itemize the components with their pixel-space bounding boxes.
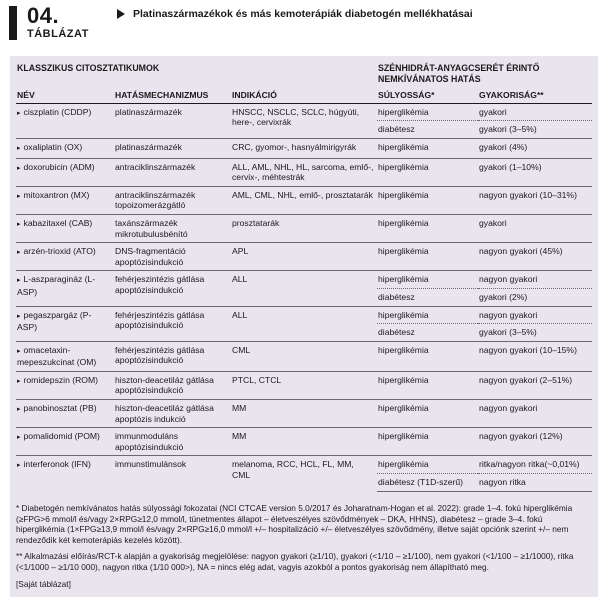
drug-name: ▸ pegaszpargáz (P-ASP) — [16, 306, 114, 341]
column-header-row — [16, 88, 592, 103]
drug-name: ▸ pomalidomid (POM) — [16, 428, 114, 456]
severity: hiperglikémia — [377, 400, 478, 428]
severity: hiperglikémia — [377, 158, 478, 186]
table-label: TÁBLÁZAT — [27, 28, 89, 40]
table-row — [16, 271, 592, 289]
drug-name: ▸ romidepszin (ROM) — [16, 371, 114, 399]
mechanism: immunmoduláns apoptózisindukció — [114, 428, 231, 456]
severity: hiperglikémia — [377, 456, 478, 474]
indication: CML — [231, 341, 377, 371]
column-header-frequency: GYAKORISÁG** — [478, 88, 592, 103]
frequency: gyakori (2%) — [478, 288, 592, 306]
frequency: gyakori (1–10%) — [478, 158, 592, 186]
drug-name: ▸ omacetaxin-mepeszukcinat (OM) — [16, 341, 114, 371]
table-row — [16, 456, 592, 474]
drug-name: ▸ oxaliplatin (OX) — [16, 138, 114, 158]
frequency: nagyon gyakori (2–51%) — [478, 371, 592, 399]
severity: hiperglikémia — [377, 138, 478, 158]
severity: diabétesz — [377, 288, 478, 306]
indication: AML, CML, NHL, emlő-, prosztatarák — [231, 186, 377, 214]
indication: ALL, AML, NHL, HL, sarcoma, emlő-, cervix-, méhtestrák — [231, 158, 377, 186]
frequency: nagyon ritka — [478, 474, 592, 492]
frequency: gyakori — [478, 214, 592, 242]
indication: prosztatarák — [231, 214, 377, 242]
mechanism: fehérjeszintézis gátlása apoptózisindukció — [114, 271, 231, 306]
severity: hiperglikémia — [377, 243, 478, 271]
column-header-severity: SÚLYOSSÁG* — [377, 88, 478, 103]
mechanism: hiszton-deacetiláz gátlása apoptózis indukció — [114, 400, 231, 428]
source-note: [Saját táblázat] — [16, 578, 71, 589]
indication: melanoma, RCC, HCL, FL, MM, CML — [231, 456, 377, 491]
mechanism: platinaszármazék — [114, 103, 231, 138]
footnote-frequency: ** Alkalmazási előírás/RCT-k alapján a gyakoriság megjelölése: nagyon gyakori (≥1/10), gyakori (<1/10 – ≥1/100), nem gyakori (<1/100 – ≥1/1000), ritka (<1/1000 – ≥1/10 000), nagyon ritka (1/10 000>), NA = nincs elég adat, vagyis azokból a pontos gyakoriság nem állapítható meg. — [16, 551, 574, 572]
severity: hiperglikémia — [377, 186, 478, 214]
mechanism: antraciklinszármazék — [114, 158, 231, 186]
column-header-name: NÉV — [16, 88, 114, 103]
table-body — [16, 103, 592, 491]
severity: hiperglikémia — [377, 371, 478, 399]
frequency: nagyon gyakori (10–31%) — [478, 186, 592, 214]
drug-name: ▸ arzén-trioxid (ATO) — [16, 243, 114, 271]
group-right-header: SZÉNHIDRÁT-ANYAGCSERÉT ÉRINTŐ NEMKÍVÁNATOS HATÁS — [378, 63, 540, 84]
frequency: gyakori (4%) — [478, 138, 592, 158]
group-left-header: KLASSZIKUS CITOSZTATIKUMOK — [17, 63, 160, 73]
indication: APL — [231, 243, 377, 271]
table-row — [16, 371, 592, 399]
severity: hiperglikémia — [377, 103, 478, 121]
severity: diabétesz — [377, 324, 478, 342]
drug-name: ▸ interferonok (IFN) — [16, 456, 114, 491]
table-row — [16, 341, 592, 371]
drug-name: ▸ ciszplatin (CDDP) — [16, 103, 114, 138]
mechanism: fehérjeszintézis gátlása apoptózisindukció — [114, 306, 231, 341]
drug-name: ▸ kabazitaxel (CAB) — [16, 214, 114, 242]
frequency: nagyon gyakori (12%) — [478, 428, 592, 456]
column-header-indication: INDIKÁCIÓ — [231, 88, 377, 103]
table-row — [16, 138, 592, 158]
mechanism: DNS-fragmentáció apoptózisindukció — [114, 243, 231, 271]
frequency: nagyon gyakori — [478, 400, 592, 428]
table-row — [16, 400, 592, 428]
severity: hiperglikémia — [377, 306, 478, 324]
drug-name: ▸ panobinosztat (PB) — [16, 400, 114, 428]
drug-table — [16, 60, 592, 492]
severity: hiperglikémia — [377, 428, 478, 456]
indication: HNSCC, NSCLC, SCLC, húgyúti, here-, cervixrák — [231, 103, 377, 138]
triangle-arrow-icon — [117, 9, 125, 19]
table-row — [16, 243, 592, 271]
drug-name: ▸ L-aszparagináz (L-ASP) — [16, 271, 114, 306]
severity: hiperglikémia — [377, 214, 478, 242]
table-row — [16, 214, 592, 242]
severity: hiperglikémia — [377, 341, 478, 371]
mechanism: antraciklinszármazék topoizomerázgátló — [114, 186, 231, 214]
table-number: 04. — [27, 3, 60, 28]
table-row — [16, 306, 592, 324]
mechanism: fehérjeszintézis gátlása apoptózisindukció — [114, 341, 231, 371]
frequency: nagyon gyakori (45%) — [478, 243, 592, 271]
table-header — [0, 0, 601, 44]
severity: diabétesz — [377, 121, 478, 139]
mechanism: hiszton-deacetiláz gátlása apoptózisindukció — [114, 371, 231, 399]
table-title: Platinaszármazékok és más kemoterápiák diabetogén mellékhatásai — [133, 8, 473, 20]
indication: ALL — [231, 306, 377, 341]
frequency: nagyon gyakori — [478, 271, 592, 289]
table-row — [16, 428, 592, 456]
frequency: ritka/nagyon ritka(~0,01%) — [478, 456, 592, 474]
frequency: nagyon gyakori — [478, 306, 592, 324]
severity: hiperglikémia — [377, 271, 478, 289]
mechanism: taxánszármazék mikrotubulusbénító — [114, 214, 231, 242]
drug-name: ▸ mitoxantron (MX) — [16, 186, 114, 214]
table-panel — [10, 56, 598, 597]
table-row — [16, 158, 592, 186]
frequency: gyakori — [478, 103, 592, 121]
indication: CRC, gyomor-, hasnyálmirigyrák — [231, 138, 377, 158]
mechanism: platinaszármazék — [114, 138, 231, 158]
footnote-severity: * Diabetogén nemkívánatos hatás súlyossági fokozatai (NCI CTCAE version 5.0/2017 és Joharatnam-Hogan et al. 2022): grade 1–4. fokú hiperglikémia (≥FPG>6 mmol/l és/vagy 2×RPG≥12,0 mmol/l, tünetmentes állapot – életveszélyes szövődmények – DKA, HHNS), diabétesz – grade 3–4. fokú hiperglikémia (1×FPG≥13,9 mmol/l és/vagy 2×RPG≥16,0 mmol/l +/– hospitalizáció +/– életveszélyes szövődmény, illetve saját opciónk szerint +/– nem rendeződik két kemoterápiás kezelés között). — [16, 503, 573, 545]
column-header-mechanism: HATÁSMECHANIZMUS — [114, 88, 231, 103]
indication: MM — [231, 400, 377, 428]
frequency: nagyon gyakori (10–15%) — [478, 341, 592, 371]
footnotes — [16, 503, 590, 595]
frequency: gyakori (3–5%) — [478, 324, 592, 342]
severity: diabétesz (T1D-szerű) — [377, 474, 478, 492]
group-header-row — [16, 60, 592, 88]
indication: PTCL, CTCL — [231, 371, 377, 399]
mechanism: immunstimulánsok — [114, 456, 231, 491]
table-row — [16, 186, 592, 214]
drug-name: ▸ doxorubicin (ADM) — [16, 158, 114, 186]
table-row — [16, 103, 592, 121]
header-bar — [9, 6, 17, 40]
indication: MM — [231, 428, 377, 456]
indication: ALL — [231, 271, 377, 306]
frequency: gyakori (3–5%) — [478, 121, 592, 139]
